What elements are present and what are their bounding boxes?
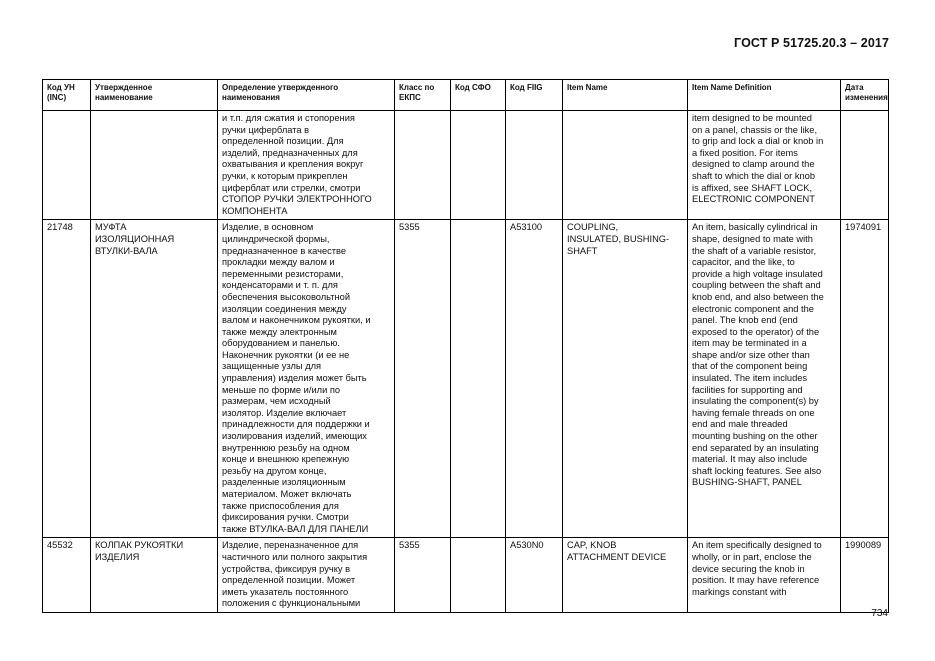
cell-item-name: CAP, KNOB ATTACHMENT DEVICE <box>563 538 688 613</box>
cell-approved-name: КОЛПАК РУКОЯТКИ ИЗДЕЛИЯ <box>91 538 218 613</box>
catalog-table <box>42 79 889 613</box>
cell-item-name-definition: An item specifically designed to wholly, or in part, enclose the device securing the knob in position. It may have reference markings constant with <box>688 538 841 613</box>
cell-fiig-code <box>506 111 563 220</box>
cell-item-name-definition: item designed to be mounted on a panel, chassis or the like, to grip and lock a dial or knob in a fixed position. For items designed to clamp around the shaft to which the dial or knob is affixed, see SHAFT LOCK, ELECTRONIC COMPONENT <box>688 111 841 220</box>
cell-change-date: 1990089 <box>841 538 889 613</box>
cell-change-date <box>841 111 889 220</box>
cell-inc <box>43 111 91 220</box>
header-definition: Определение утвержденного наименования <box>218 80 395 111</box>
cell-item-name-definition: An item, basically cylindrical in shape, designed to mate with the shaft of a variable resistor, capacitor, and the like, to provide a high voltage insulated coupling between the shaft and knob end, and also between the electronic component and the panel. The knob end (end exposed to the operator) of the item may be terminated in a shape and/or size other than that of the component being insulated. The item includes facilities for supporting and insulating the component(s) by having female threads on one end and male threaded mounting bushing on the other end separated by an insulating material. It may also include shaft locking features. See also BUSHING-SHAFT, PANEL <box>688 220 841 538</box>
cell-definition: Изделие, в основном цилиндрической формы, предназначенное в качестве прокладки между валом и переменными резисторами, конденсаторами и т. п. для обеспечения высоковольтной изоляции соединения между валом и наконечником рукоятки, и также между электронным оборудованием и панелью. Наконечник рукоятки (и ее не защищенные узлы для управления) изделия может быть меньше по форме и/или по размерам, чем исходный изолятор. Изделие включает принадлежности для поддержки и изолирования изделий, имеющих внутреннюю резьбу на одном конце и внешнюю крепежную резьбу на другом конце, разделенные изоляционным материалом. Может включать также приспособления для фиксирования ручки. Смотри также ВТУЛКА-ВАЛ ДЛЯ ПАНЕЛИ <box>218 220 395 538</box>
table-header-row <box>43 80 889 111</box>
cell-inc: 21748 <box>43 220 91 538</box>
cell-item-name <box>563 111 688 220</box>
header-inc: Код УН (INC) <box>43 80 91 111</box>
header-item-name: Item Name <box>563 80 688 111</box>
cell-fiig-code: A53100 <box>506 220 563 538</box>
page-number: 734 <box>871 608 888 619</box>
cell-sfo-code <box>451 538 506 613</box>
cell-ekps-class: 5355 <box>395 220 451 538</box>
header-change-date: Дата изменения <box>841 80 889 111</box>
header-approved-name: Утвержденное наименование <box>91 80 218 111</box>
cell-ekps-class: 5355 <box>395 538 451 613</box>
table-row <box>43 220 889 538</box>
cell-fiig-code: A530N0 <box>506 538 563 613</box>
header-sfo-code: Код СФО <box>451 80 506 111</box>
cell-definition: Изделие, переназначенное для частичного или полного закрытия устройства, фиксируя ручку в определенной позиции. Может иметь указатель постоянного положения с функциональными <box>218 538 395 613</box>
header-ekps-class: Класс по ЕКПС <box>395 80 451 111</box>
table-row <box>43 111 889 220</box>
cell-inc: 45532 <box>43 538 91 613</box>
header-fiig-code: Код FIIG <box>506 80 563 111</box>
cell-approved-name: МУФТА ИЗОЛЯЦИОННАЯ ВТУЛКИ-ВАЛА <box>91 220 218 538</box>
cell-ekps-class <box>395 111 451 220</box>
header-item-name-definition: Item Name Definition <box>688 80 841 111</box>
cell-sfo-code <box>451 220 506 538</box>
cell-approved-name <box>91 111 218 220</box>
cell-item-name: COUPLING, INSULATED, BUSHING- SHAFT <box>563 220 688 538</box>
cell-sfo-code <box>451 111 506 220</box>
cell-change-date: 1974091 <box>841 220 889 538</box>
table-row <box>43 538 889 613</box>
cell-definition: и т.п. для сжатия и стопорения ручки циферблата в определенной позиции. Для изделий, предназначенных для охватывания и крепления вокруг ручки, к которым прикреплен циферблат или стрелки, смотри СТОПОР РУЧКИ ЭЛЕКТРОННОГО КОМПОНЕНТА <box>218 111 395 220</box>
standard-designation: ГОСТ Р 51725.20.3 – 2017 <box>734 36 889 50</box>
